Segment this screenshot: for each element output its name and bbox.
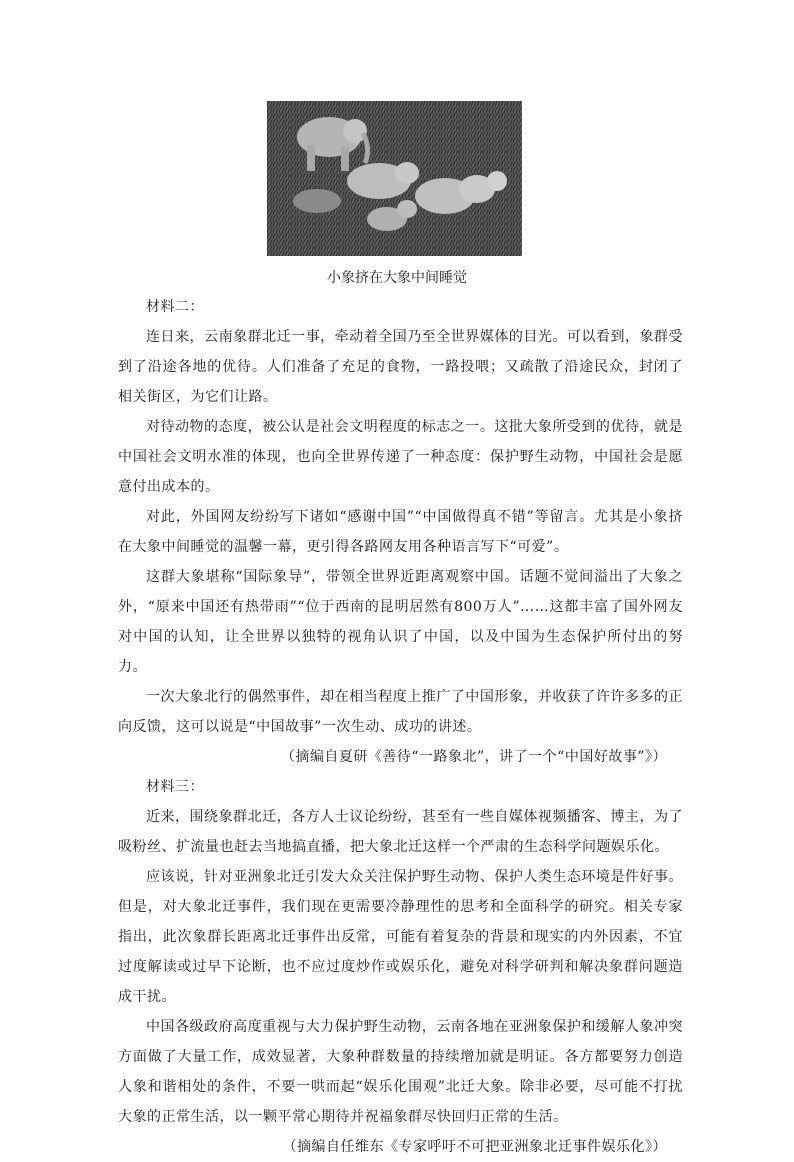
paragraph: 一次大象北行的偶然事件，却在相当程度上推广了中国形象，并收获了许许多多的正向反馈，这可以说是“中国故事”一次生动、成功的讲述。: [118, 689, 683, 735]
photo-caption: 小象挤在大象中间睡觉: [327, 270, 467, 286]
paragraph: 中国各级政府高度重视与大力保护野生动物，云南各地在亚洲象保护和缓解人象冲突方面做了大量工作，成效显著，大象种群数量的持续增加就是明证。各方都要努力创造人象和谐相处的条件，不要一哄而起“娱乐化围观”北迁大象。除非必要，尽可能不打扰大象的正常生活，以一颗平常心期待并祝福象群尽快回归正常的生活。: [118, 1019, 683, 1125]
material-two-section: [118, 292, 683, 1162]
paragraph: 这群大象堪称“国际象导”，带领全世界近距离观察中国。话题不觉间溢出了大象之外，“原来中国还有热带雨”“位于西南的昆明居然有800万人”……这都丰富了国外网友对中国的认知，让全世界以独特的视角认识了中国，以及中国为生态保护所付出的努力。: [118, 569, 683, 675]
paragraph: 对此，外国网友纷纷写下诸如“感谢中国”“中国做得真不错”等留言。尤其是小象挤在大象中间睡觉的温馨一幕，更引得各路网友用各种语言写下“可爱”。: [118, 509, 683, 555]
material-three-source: （摘编自任维东《专家呼吁不可把亚洲象北迁事件娱乐化》）: [282, 1139, 667, 1155]
material-two-label: 材料二：: [146, 299, 204, 315]
elephants-image-icon: [267, 101, 522, 256]
paragraph: 连日来，云南象群北迁一事，牵动着全国乃至全世界媒体的目光。可以看到，象群受到了沿途各地的优待。人们准备了充足的食物，一路投喂；又疏散了沿途民众，封闭了相关街区，为它们让路。: [118, 329, 683, 405]
paragraph: 对待动物的态度，被公认是社会文明程度的标志之一。这批大象所受到的优待，就是中国社会文明水准的体现，也向全世界传递了一种态度：保护野生动物，中国社会是愿意付出成本的。: [118, 419, 683, 495]
paragraph: 应该说，针对亚洲象北迁引发大众关注保护野生动物、保护人类生态环境是件好事。但是，对大象北迁事件，我们现在更需要冷静理性的思考和全面科学的研究。相关专家指出，此次象群长距离北迁事件出反常，可能有着复杂的背景和现实的内外因素，不宜过度解读或过早下论断，也不应过度炒作或娱乐化，避免对科学研判和解决象群问题造成干扰。: [118, 869, 683, 1005]
material-three-label: 材料三：: [146, 779, 204, 795]
material-two-source: （摘编自夏研《善待“一路象北”，讲了一个“中国好故事”》）: [280, 749, 667, 765]
paragraph: 近来，围绕象群北迁，各方人士议论纷纷，甚至有一些自媒体视频播客、博主，为了吸粉丝、扩流量也赶去当地搞直播，把大象北迁这样一个严肃的生态科学问题娱乐化。: [118, 809, 683, 855]
elephants-photo: [267, 101, 522, 256]
